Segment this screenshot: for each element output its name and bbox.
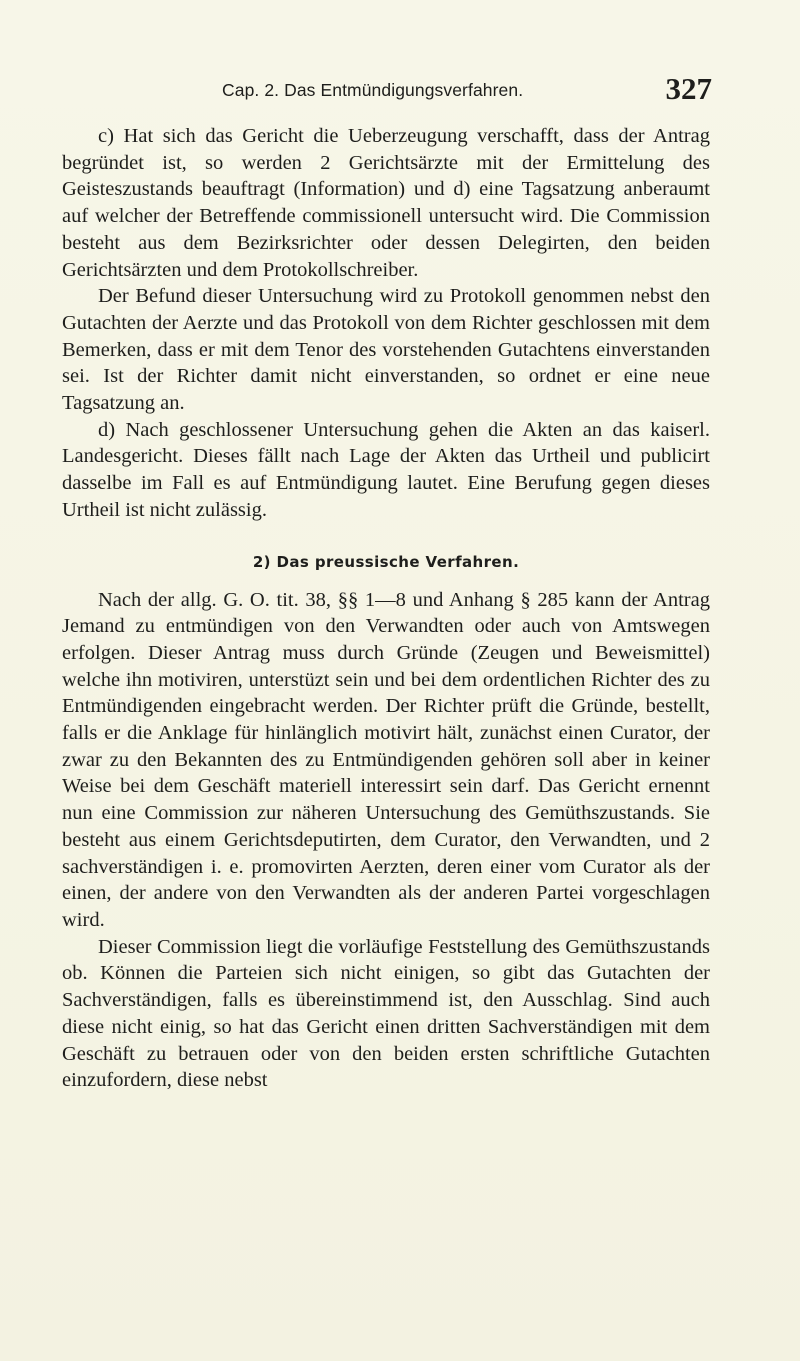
section-heading: 2) Das preussische Verfahren. [252, 552, 520, 571]
paragraph-preussisch: Nach der allg. G. O. tit. 38, §§ 1—8 und Anhang § 285 kann der Antrag Jemand zu entmündigen von den Verwandten oder auch von Amtswegen erfolgen. Dieser Antrag muss durch Gründe (Zeugen und Beweismittel) welche ihn motiviren, unterstüzt sein und bei dem ordentlichen Richter des zu Entmündigenden eingebracht werden. Der Richter prüft die Gründe, bestellt, falls er die Anklage für hinlänglich motivirt hält, zunächst einen Curator, der zwar zu den Bekannten des zu Entmündigenden gehören soll aber in keiner Weise bei dem Geschäft materiell interessirt sein darf. Das Gericht ernennt nun eine Commission zur näheren Untersuchung des Gemüthszustands. Sie besteht aus einem Gerichtsdeputirten, dem Curator, den Verwandten, und 2 sachverständigen i. e. promovirten Aerzten, deren einer vom Curator als der einen, der andere von den Verwandten als der anderen Partei vorgeschlagen wird. [62, 588, 710, 931]
paragraph-d: d) Nach geschlossener Untersuchung gehen die Akten an das kaiserl. Landesgericht. Dieses fällt nach Lage der Akten das Urtheil und publicirt dasselbe im Fall es auf Entmündigung lautet. Eine Berufung gegen dieses Urtheil ist nicht zulässig. [62, 418, 710, 521]
running-title: Cap. 2. Das Entmündigungsverfahren. [222, 80, 524, 100]
page-body [62, 123, 710, 1094]
paragraph-c: c) Hat sich das Gericht die Ueberzeugung verschafft, dass der Antrag begründet ist, so werden 2 Gerichtsärzte mit der Ermittelung des Geisteszustands beauftragt (Information) und d) eine Tagsatzung anberaumt auf welcher der Betreffende commissionell untersucht wird. Die Commission besteht aus dem Bezirksrichter oder dessen Delegirten, den beiden Gerichtsärzten und dem Protokollschreiber. [62, 125, 710, 281]
paragraph-commission: Dieser Commission liegt die vorläufige Feststellung des Gemüthszustands ob. Können die Parteien sich nicht einigen, so gibt das Gutachten der Sachverständigen, falls es übereinstimmend ist, den Ausschlag. Sind auch diese nicht einig, so hat das Gericht einen dritten Sachverständigen mit dem Geschäft zu betrauen oder von den beiden ersten schriftliche Gutachten einzufordern, diese nebst [62, 935, 710, 1092]
running-head [62, 72, 712, 112]
paragraph-befund: Der Befund dieser Untersuchung wird zu Protokoll genommen nebst den Gutachten der Aerzte und das Protokoll von dem Richter geschlossen mit dem Bemerken, dass er mit dem Tenor des vorstehenden Gutachtens einverstanden sei. Ist der Richter damit nicht einverstanden, so ordnet er eine neue Tagsatzung an. [62, 285, 710, 415]
page-number: 327 [665, 71, 712, 106]
